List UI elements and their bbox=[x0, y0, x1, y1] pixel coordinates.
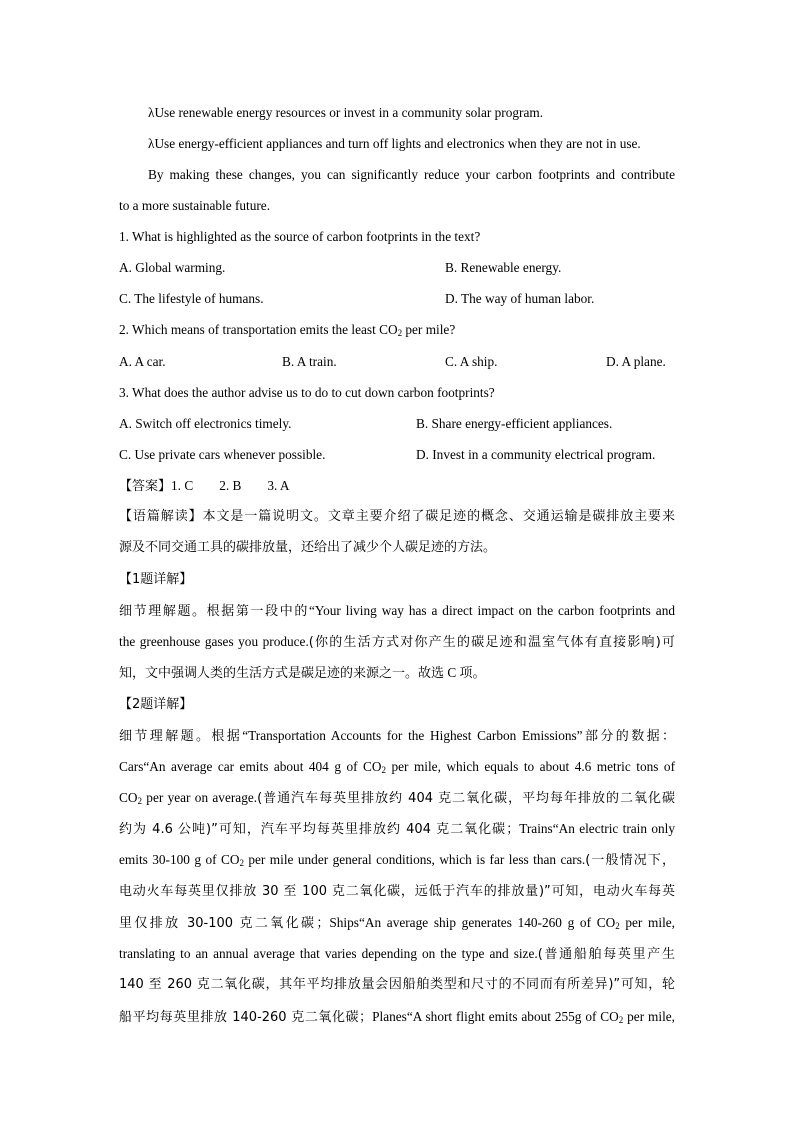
paragraph-line: 细节理解题。根据第一段中的“Your living way has a direct impact on the carbon footprints and bbox=[119, 603, 675, 619]
interpretation-label: 【语篇解读】 bbox=[119, 509, 203, 524]
option: C. The lifestyle of humans. bbox=[119, 291, 264, 306]
paragraph-line: 船平均每英里排放 140-260 克二氧化碳；Planes“A short flight emits about 255g of $CO_2$ per mile, bbox=[119, 1009, 675, 1025]
option: C. A ship. bbox=[445, 354, 498, 369]
option: C. Use private cars whenever possible. bbox=[119, 447, 326, 462]
question-stem: 1. What is highlighted as the source of carbon footprints in the text? bbox=[119, 229, 481, 244]
paragraph-line: 140 至 260 克二氧化碳，其年平均排放量会因船舶类型和尺寸的不同而有所差异)”可知，轮 bbox=[119, 977, 675, 992]
paragraph-line: $CO_2$ per year on average.(普通汽车每英里排放约 404 克二氧化碳，平均每年排放的二氧化碳 bbox=[119, 790, 675, 806]
paragraph-line: 约为 4.6 公吨)”可知，汽车平均每英里排放约 404 克二氧化碳；Trains“An electric train only bbox=[119, 821, 675, 837]
bullet-text: Use renewable energy resources or invest in a community solar program. bbox=[154, 105, 544, 120]
bullet-text: Use energy-efficient appliances and turn off lights and electronics when they are not in use. bbox=[154, 136, 641, 151]
question-stem: 2. Which means of transportation emits the least $CO_2$ per mile? bbox=[119, 322, 456, 338]
section-heading: 【2题详解】 bbox=[119, 697, 193, 712]
option: B. Share energy-efficient appliances. bbox=[416, 416, 613, 431]
answer-line: 【答案】1. C 2. B 3. A bbox=[119, 478, 290, 494]
option: B. Renewable energy. bbox=[445, 260, 562, 275]
answer-label: 【答案】 bbox=[119, 479, 172, 494]
interpretation-line: 源及不同交通工具的碳排放量，还给出了减少个人碳足迹的方法。 bbox=[119, 540, 497, 555]
bullet-mark: λ bbox=[148, 105, 155, 120]
paragraph-line: 知，文中强调人类的生活方式是碳足迹的来源之一。故选 C 项。 bbox=[119, 665, 486, 681]
section-heading: 【1题详解】 bbox=[119, 572, 193, 587]
paragraph-line: 里仅排放 30-100 克二氧化碳；Ships“An average ship generates 140-260 g of $CO_2$ per mile, bbox=[119, 915, 676, 931]
paragraph-line: the greenhouse gases you produce.(你的生活方式对你产生的碳足迹和温室气体有直接影响)可 bbox=[119, 634, 675, 650]
question-stem: 3. What does the author advise us to do to cut down carbon footprints? bbox=[119, 385, 495, 400]
option: D. A plane. bbox=[606, 354, 666, 369]
option: A. Switch off electronics timely. bbox=[119, 416, 292, 431]
paragraph-line: 细节理解题。根据“Transportation Accounts for the Highest Carbon Emissions”部分的数据： bbox=[119, 728, 675, 744]
paragraph-line: Cars“An average car emits about 404 g of $CO_2$ per mile, which equals to about 4.6 metric tons of bbox=[119, 759, 675, 775]
option: D. Invest in a community electrical program. bbox=[416, 447, 656, 462]
option: D. The way of human labor. bbox=[445, 291, 595, 306]
conclusion-line: to a more sustainable future. bbox=[119, 198, 271, 213]
conclusion-line: By making these changes, you can significantly reduce your carbon footprints and contribute bbox=[148, 167, 675, 182]
option: A. A car. bbox=[119, 354, 166, 369]
bullet-item bbox=[148, 104, 675, 122]
option: B. A train. bbox=[282, 354, 337, 369]
paragraph-line: 电动火车每英里仅排放 30 至 100 克二氧化碳，远低于汽车的排放量)”可知，电动火车每英 bbox=[119, 884, 675, 899]
interpretation-line: 【语篇解读】本文是一篇说明文。文章主要介绍了碳足迹的概念、交通运输是碳排放主要来 bbox=[119, 509, 675, 524]
paragraph-line: translating to an annual average that varies depending on the type and size.(普通船舶每英里产生 bbox=[119, 946, 675, 962]
paragraph-line: emits 30-100 g of $CO_2$ per mile under general conditions, which is far less than cars.(一般情况下， bbox=[119, 852, 675, 868]
bullet-mark: λ bbox=[148, 136, 155, 151]
bullet-item bbox=[148, 135, 675, 153]
option: A. Global warming. bbox=[119, 260, 226, 275]
